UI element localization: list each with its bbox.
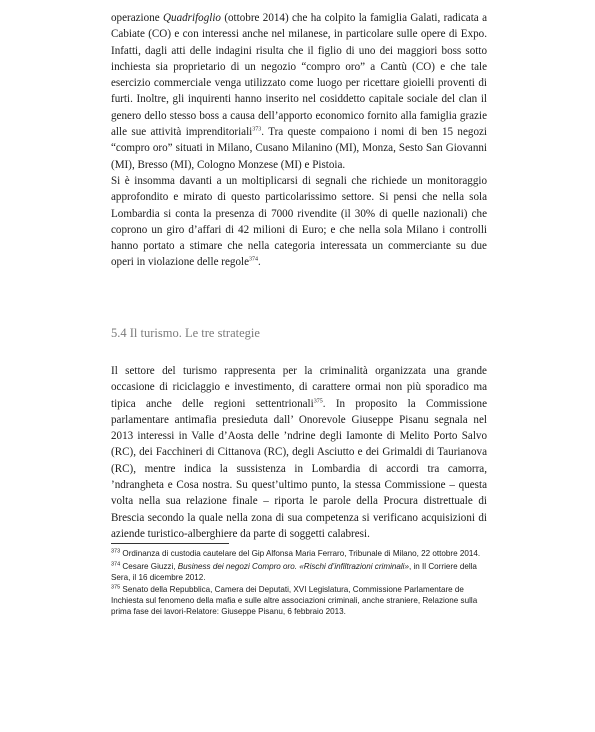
text-line: Si è insomma davanti a un moltiplicarsi di segnali che richiede un monitoraggio xyxy=(111,175,487,187)
paragraph-quadrifoglio xyxy=(111,10,487,173)
text-line: genero dello stesso boss a causa dell’apporto economico fornito alla famiglia grazie xyxy=(111,109,487,122)
footnote-text: Sera, il 16 dicembre 2012. xyxy=(111,572,206,582)
text-line: volta nella sua relazione finale – riporta le parole della Procura distrettuale di xyxy=(111,495,487,508)
text-line: furti. Inoltre, gli inquirenti hanno inserito nel cosiddetto capitale sociale del clan il xyxy=(111,93,487,106)
footnote-ref-373: 373 xyxy=(252,126,262,133)
text-line: Brescia secondo la quale nella zona di sua competenza si verificano acquisizioni di xyxy=(111,511,487,524)
footnote-text: prima fase dei lavori-Relatore: Giuseppe Pisanu, 6 febbraio 2013. xyxy=(111,606,346,616)
text-line: Infatti, dagli atti delle indagini risulta che il figlio di uno dei maggiori boss sotto xyxy=(111,44,487,57)
text-line: (MI), Bresso (MI), Cologno Monzese (MI) e Pistoia. xyxy=(111,158,346,171)
footnote-number: 375 xyxy=(111,584,121,591)
text-line: occasione di riciclaggio e investimento, di carattere ormai non più sporadico ma xyxy=(111,381,487,394)
text-line: 2013 interessi in Valle d’Aosta delle ’ndrine degli Iamonte di Melito Porto Salvo xyxy=(111,430,487,443)
text-line: alle sue attività imprenditoriali$^{373}$. Tra queste compaiono i nomi di ben 15 negozi xyxy=(111,126,487,139)
text-line: operi in violazione delle regole$^{374}$. xyxy=(111,256,261,269)
text-line: coprono un giro d’affari di 42 milioni di Euro; e che nella sola Milano i controlli xyxy=(111,223,487,236)
footnote-number: 373 xyxy=(111,548,121,555)
footnote-text: Ordinanza di custodia cautelare del Gip Alfonsa Maria Ferraro, Tribunale di Milano, 22 ottobre 2014. xyxy=(120,549,481,558)
emphasis-text: Quadrifoglio xyxy=(163,12,221,24)
footnote-number: 374 xyxy=(111,561,121,568)
text-line: tipica anche delle regioni settentrionali$^{375}$. In proposito la Commissione xyxy=(111,397,487,410)
paragraph-turismo xyxy=(111,363,487,542)
section-heading: 5.4 Il turismo. Le tre strategie xyxy=(111,326,260,340)
text-line: ’ndrangheta e Cosa nostra. Su quest’ultimo punto, la stessa Commissione – questa xyxy=(111,479,487,492)
text-line: Cabiate (CO) e con interessi anche nel milanese, in particolare sulle opere di Expo. xyxy=(111,28,487,41)
footnote-ref-374: 374 xyxy=(249,256,259,263)
footnote-text: Inchiesta sul fenomeno della mafia e sulle altre associazioni criminali, anche straniere, Relazione sulla xyxy=(111,595,478,605)
text-line: (RC), mentre indica la sussistenza in Lombardia di accordi tra camorra, xyxy=(111,462,487,475)
text-line: “compro oro” situati in Milano, Cusano Milanino (MI), Monza, Sesto San Giovanni xyxy=(111,142,487,155)
text-line: hanno portato a stimare che nella categoria interessata un commerciante su due xyxy=(111,240,487,253)
text-line: Lombardia si conta la presenza di 7000 rivendite (il 30% di quelle nazionali) che xyxy=(111,207,487,220)
text-line: esercizio commerciale venga utilizzato come luogo per ricettare gioielli proventi di xyxy=(111,77,487,90)
text-line: approfondito e mirato di questo particolarissimo settore. Si pensi che nella sola xyxy=(111,191,487,204)
paragraph-compro-oro xyxy=(111,173,487,271)
text-line: (RC), dei Facchineri di Cittanova (RC), degli Asciutto e dei Grimaldi di Taurianova xyxy=(111,446,487,459)
footnote-ref-375: 375 xyxy=(313,397,323,404)
text-line: aziende turistico-alberghiere da parte di soggetti calabresi. xyxy=(111,527,370,540)
text-line: parlamentare antimafia presieduta dall’ Onorevole Giuseppe Pisanu segnala nel xyxy=(111,413,487,426)
text-line: operazione Quadrifoglio (ottobre 2014) che ha colpito la famiglia Galati, radicata a xyxy=(111,12,487,24)
text-line: inchiesta sia proprietario di un negozio “compro oro” a Cantù (CO) e che tale xyxy=(111,60,487,73)
footnote-separator xyxy=(111,543,229,544)
footnote-373 xyxy=(111,549,491,560)
footnote-title: Business dei negozi Compro oro. «Rischi d’infiltrazioni criminali» xyxy=(177,562,409,571)
footnote-375: $^{375}$ Senato della Repubblica, Camera dei Deputati, XVI Legislatura, Commissione Parlamentare de Inchiesta sul fenomeno della mafia e sulle altre associazioni criminali, anche straniere, Relazione sulla prima fase dei lavori-Relatore: Giuseppe Pisanu, 6 febbraio 2013. xyxy=(111,585,491,617)
footnote-374: $^{374}$ Cesare Giuzzi, Business dei negozi Compro oro. «Rischi d’infiltrazioni criminali», in Il Corriere della Sera, il 16 dicembre 2012. xyxy=(111,562,491,584)
text-line: Il settore del turismo rappresenta per la criminalità organizzata una grande xyxy=(111,365,487,377)
